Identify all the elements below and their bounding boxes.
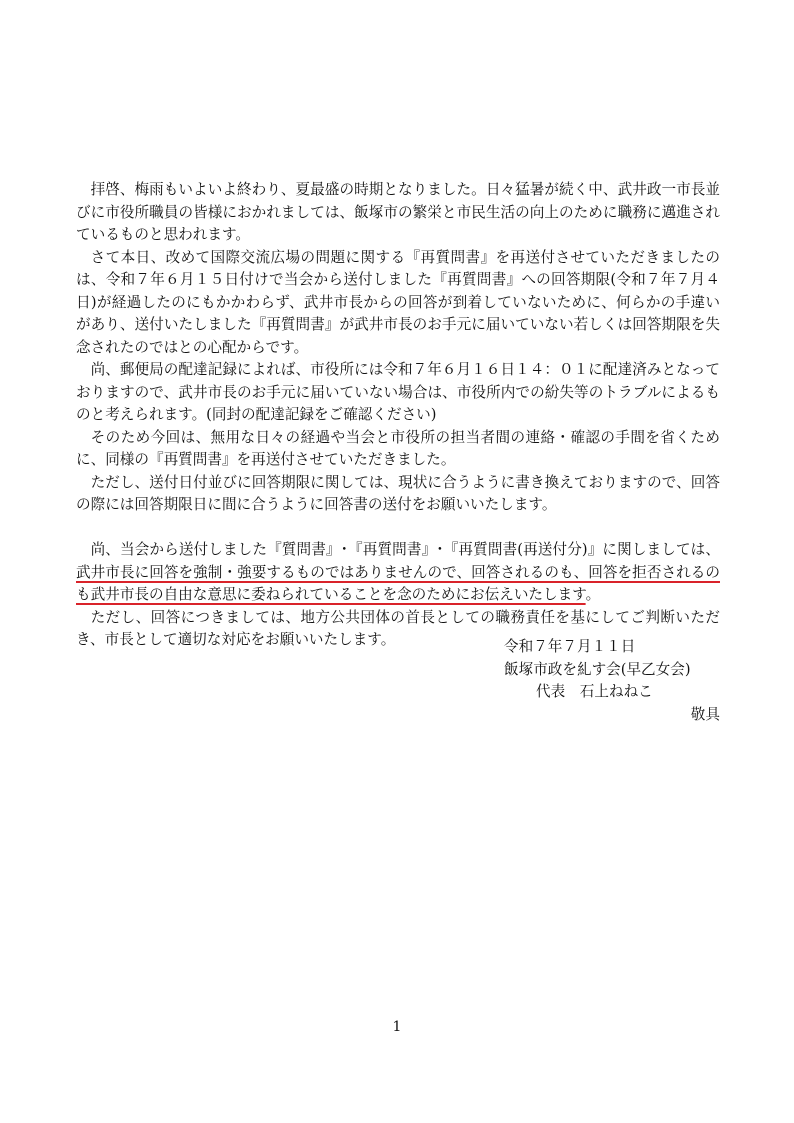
letter-date: 令和７年７月１１日 [504, 638, 636, 655]
closing-block [504, 636, 720, 726]
paragraph-not-compulsory-suffix: 。 [585, 586, 601, 603]
paragraph-greeting: 拝啓、梅雨もいよいよ終わり、夏最盛の時期となりました。日々猛暑が続く中、武井政一市長並びに市役所職員の皆様におかれましては、飯塚市の繁栄と市民生活の向上のために職務に邁進されているものと思われます。 [76, 181, 720, 243]
paragraph-deadline-note: ただし、送付日付並びに回答期限に関しては、現状に合うように書き換えておりますので、回答の際には回答期限日に間に合うように回答書の送付をお願いいたします。 [76, 473, 720, 513]
paragraph-not-compulsory-prefix: 尚、当会から送付しました『質問書』･『再質問書』･『再質問書(再送付分)』に関しましては、 [90, 541, 720, 558]
letter-body [76, 179, 720, 652]
paragraph-not-compulsory [76, 539, 720, 607]
paragraph-resend-reason: さて本日、改めて国際交流広場の問題に関する『再質問書』を再送付させていただきましたのは、令和７年６月１５日付けで当会から送付しました『再質問書』への回答期限(令和７年７月４日)が経過したのにもかかわらず、武井市長からの回答が到着していないために、何らかの手違いがあり、送付いたしました『再質問書』が武井市長のお手元に届いていない若しくは回答期限を失念されたのではとの心配からです。 [76, 248, 720, 356]
sign-off: 敬具 [690, 705, 720, 723]
paragraph-request-response: ただし、回答につきましては、地方公共団体の首長としての職務責任を基にしてご判断いただき、市長として適切な対応をお願いいたします。 [76, 608, 720, 648]
page-number: 1 [392, 1019, 402, 1035]
organization-name: 飯塚市政を糺す会(早乙女会) [504, 660, 691, 678]
paragraph-same-document: そのため今回は、無用な日々の経過や当会と市役所の担当者間の連絡・確認の手間を省くために、同様の『再質問書』を再送付させていただきました。 [76, 428, 720, 468]
underlined-statement: 武井市長に回答を強制・強要するものではありませんので、回答されるのも、回答を拒否されるのも武井市長の自由な意思に委ねられていることを念のためにお伝えいたします [76, 563, 720, 603]
paragraph-delivery-record: 尚、郵便局の配達記録によれば、市役所には令和７年６月１６日１４：０１に配達済みとなっておりますので、武井市長のお手元に届いていない場合は、市役所内での紛失等のトラブルによるものと考えられます。(同封の配達記録をご確認ください) [76, 361, 720, 423]
representative-name: 代表 石上ねねこ [536, 683, 653, 700]
